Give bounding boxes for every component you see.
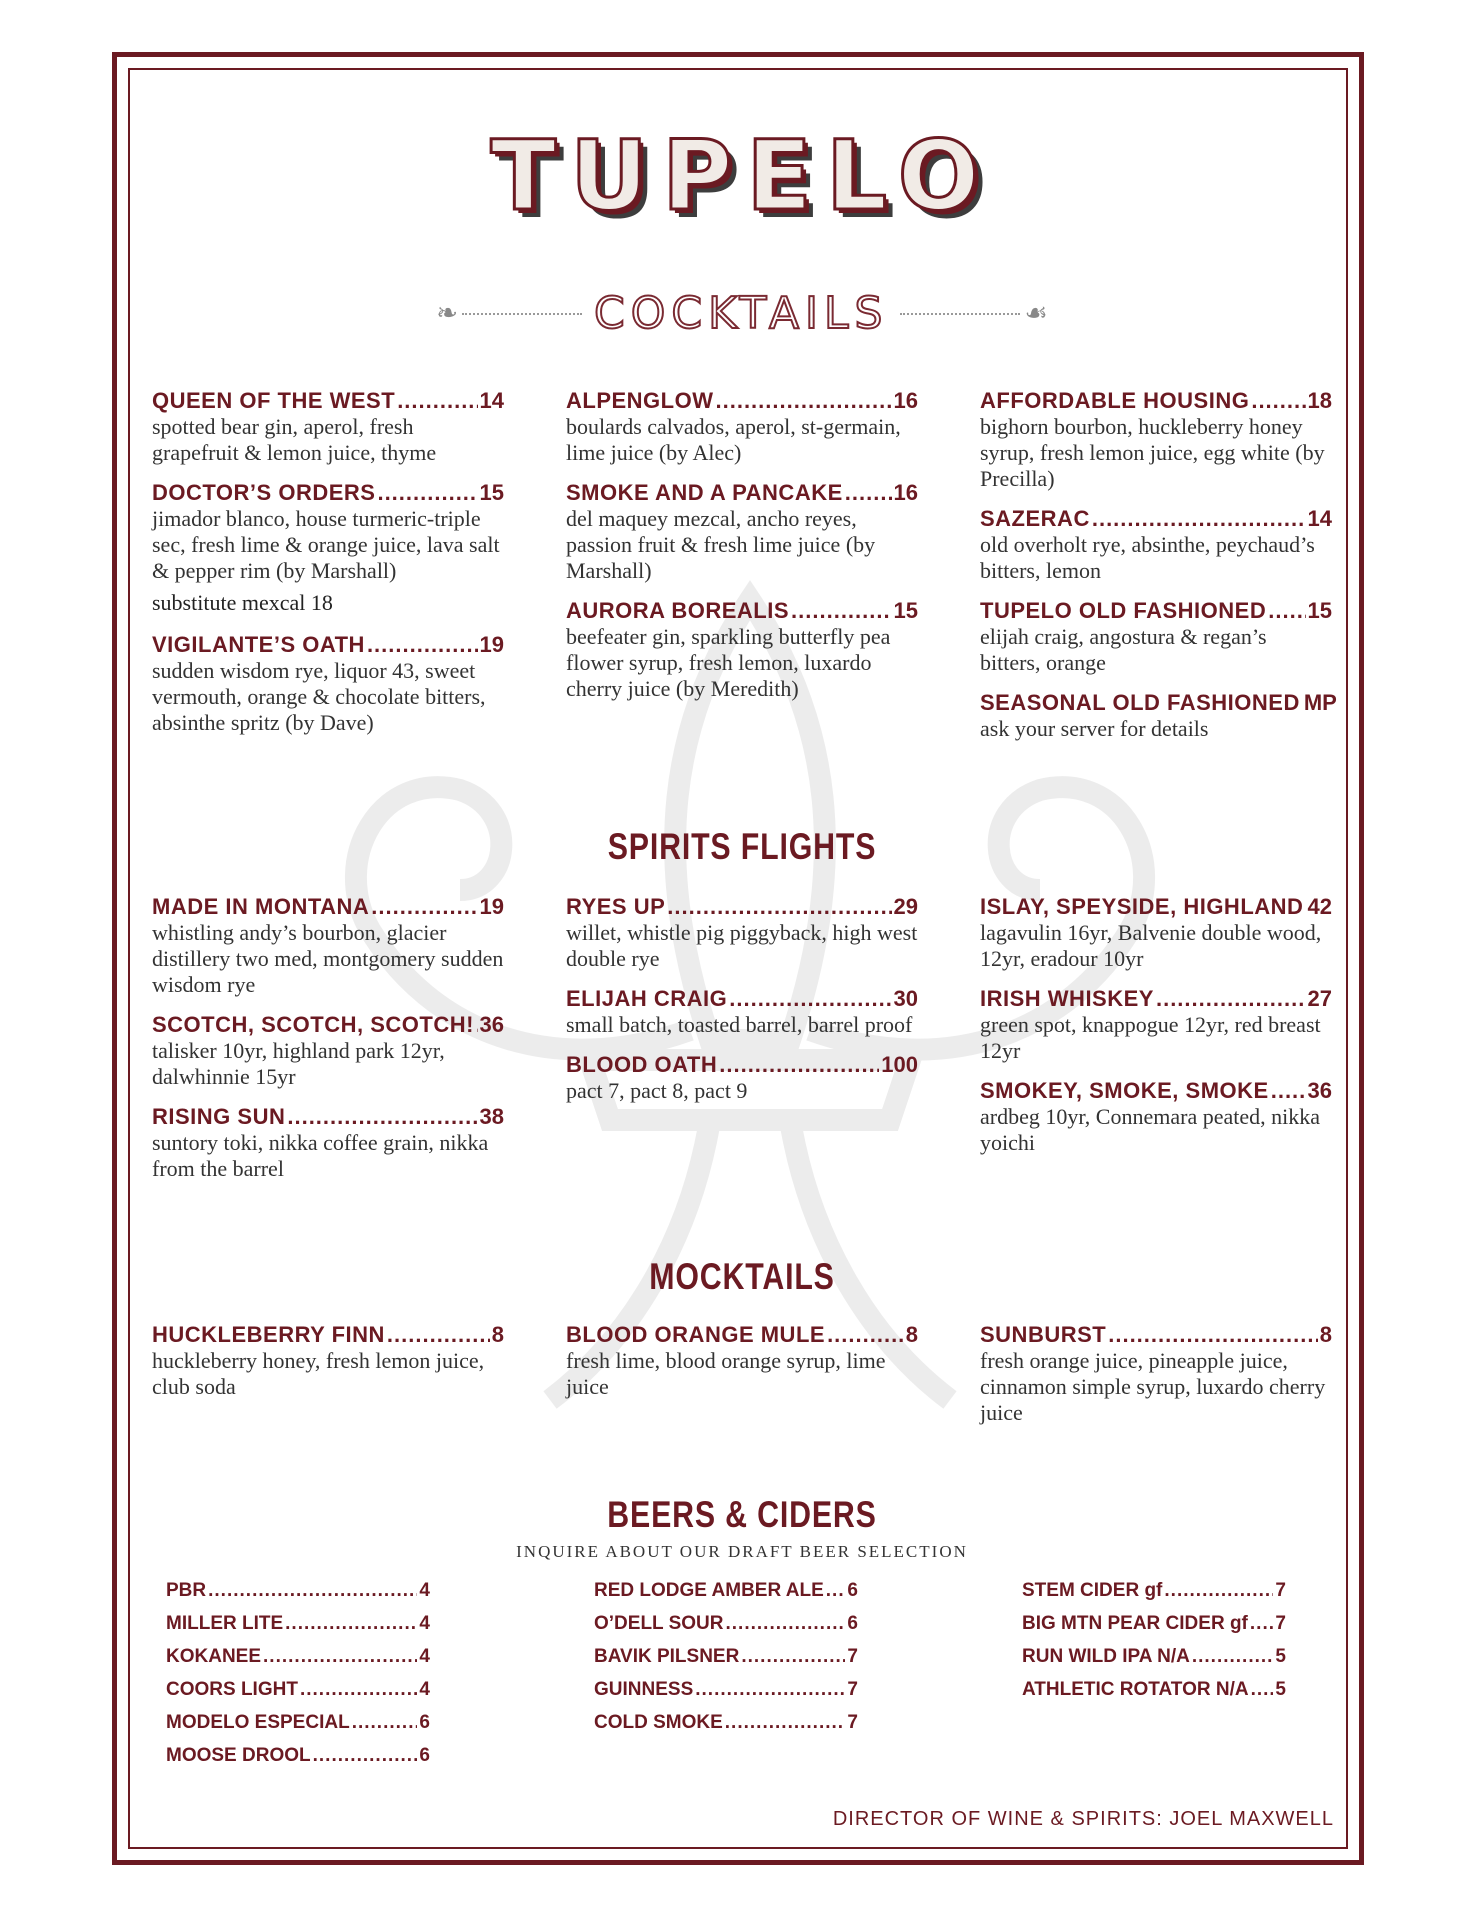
menu-item — [980, 1322, 1332, 1426]
item-description: pact 7, pact 8, pact 9 — [566, 1078, 748, 1103]
divider-right — [900, 313, 1020, 315]
item-name: AFFORDABLE HOUSING — [980, 388, 1250, 413]
item-price: 14 — [479, 388, 504, 413]
menu-item — [980, 388, 1332, 492]
beer-name: COORS LIGHT — [166, 1679, 298, 1700]
beer-name: MILLER LITE — [166, 1613, 284, 1634]
cocktails-col-1 — [152, 388, 504, 750]
item-price: 8 — [491, 1322, 504, 1347]
item-description: boulards calvados, aperol, st-germain, lime juice (by Alec) — [566, 414, 901, 465]
menu-item — [152, 894, 504, 998]
beer-row — [594, 1679, 858, 1712]
item-name: SCOTCH, SCOTCH, SCOTCH! — [152, 1012, 474, 1037]
item-name: ALPENGLOW — [566, 388, 714, 413]
item-price: 18 — [1307, 388, 1332, 413]
item-price: 19 — [479, 632, 504, 657]
beer-row — [1022, 1646, 1286, 1679]
beer-row — [1022, 1613, 1286, 1646]
beer-price: 7 — [1275, 1613, 1286, 1634]
cocktails-heading — [0, 288, 1484, 339]
item-description: ask your server for details — [980, 716, 1209, 741]
flights-col-1 — [152, 894, 504, 1196]
beer-row — [1022, 1580, 1286, 1613]
item-description: del maquey mezcal, ancho reyes, passion fruit & fresh lime juice (by Marshall) — [566, 506, 876, 583]
beer-name: MODELO ESPECIAL — [166, 1712, 350, 1733]
beer-price: 6 — [847, 1613, 858, 1634]
item-price: 8 — [1319, 1322, 1332, 1347]
cocktails-col-3 — [980, 388, 1337, 756]
cocktails-col-2 — [566, 388, 918, 716]
item-price: 27 — [1307, 986, 1332, 1011]
item-description: elijah craig, angostura & regan’s bitters, orange — [980, 624, 1267, 675]
item-description: green spot, knappogue 12yr, red breast 12yr — [980, 1012, 1321, 1063]
menu-item — [980, 598, 1332, 676]
item-name: SUNBURST — [980, 1322, 1107, 1347]
item-description: willet, whistle pig piggyback, high west double rye — [566, 920, 918, 971]
item-price: 42 — [1307, 894, 1332, 919]
menu-item — [566, 1052, 918, 1104]
beer-price: 4 — [419, 1580, 430, 1601]
item-name: DOCTOR’S ORDERS — [152, 480, 376, 505]
beer-price: 7 — [847, 1679, 858, 1700]
beer-row — [166, 1745, 430, 1778]
flights-col-3 — [980, 894, 1332, 1170]
menu-item — [980, 690, 1337, 742]
beers-col-1 — [166, 1580, 430, 1778]
beer-row — [594, 1646, 858, 1679]
item-price: 15 — [479, 480, 504, 505]
item-name: QUEEN OF THE WEST — [152, 388, 396, 413]
beer-name: COLD SMOKE — [594, 1712, 723, 1733]
menu-item — [980, 1078, 1332, 1156]
menu-item — [152, 632, 504, 736]
director-credit: DIRECTOR OF WINE & SPIRITS: JOEL MAXWELL — [832, 1808, 1334, 1830]
spirits-flights-title: SPIRITS FLIGHTS — [607, 826, 877, 867]
item-price: 15 — [1307, 598, 1332, 623]
item-name: SAZERAC — [980, 506, 1090, 531]
mocktails-col-3 — [980, 1322, 1332, 1440]
item-price: 29 — [893, 894, 918, 919]
beers-subtitle: INQUIRE ABOUT OUR DRAFT BEER SELECTION — [516, 1542, 968, 1561]
mocktails-col-2 — [566, 1322, 918, 1414]
ornament-right-icon: ☙ — [1024, 298, 1048, 328]
item-description: small batch, toasted barrel, barrel proof — [566, 1012, 913, 1037]
menu-item — [566, 894, 918, 972]
beers-col-2 — [594, 1580, 858, 1745]
item-description: spotted bear gin, aperol, fresh grapefruit & lemon juice, thyme — [152, 414, 437, 465]
beer-name: RED LODGE AMBER ALE — [594, 1580, 824, 1601]
item-price: 38 — [479, 1104, 504, 1129]
beer-row — [166, 1613, 430, 1646]
beer-price: 6 — [419, 1745, 430, 1766]
menu-item — [566, 388, 918, 466]
item-name: BLOOD ORANGE MULE — [566, 1322, 826, 1347]
item-description: fresh lime, blood orange syrup, lime juice — [566, 1348, 886, 1399]
item-description: beefeater gin, sparkling butterfly pea flower syrup, fresh lemon, luxardo cherry juice (by Meredith) — [566, 624, 891, 701]
beer-row — [166, 1646, 430, 1679]
item-description: whistling andy’s bourbon, glacier distillery two med, montgomery sudden wisdom rye — [152, 920, 504, 997]
beer-price: 4 — [419, 1646, 430, 1667]
item-description: fresh orange juice, pineapple juice, cinnamon simple syrup, luxardo cherry juice — [980, 1348, 1326, 1425]
divider-left — [462, 313, 582, 315]
item-price: 30 — [893, 986, 918, 1011]
beer-price: 4 — [419, 1613, 430, 1634]
item-price: 36 — [479, 1012, 504, 1037]
beer-row — [166, 1580, 430, 1613]
item-price: 16 — [893, 388, 918, 413]
item-description: sudden wisdom rye, liquor 43, sweet vermouth, orange & chocolate bitters, absinthe spritz (by Dave) — [152, 658, 486, 735]
menu-item — [566, 1322, 918, 1400]
menu-item — [566, 598, 918, 702]
item-name: RYES UP — [566, 894, 666, 919]
menu-item — [566, 986, 918, 1038]
item-description: old overholt rye, absinthe, peychaud’s bitters, lemon — [980, 532, 1315, 583]
item-note: substitute mexcal 18 — [152, 590, 333, 615]
beer-row — [594, 1580, 858, 1613]
ornament-left-icon: ❧ — [436, 298, 458, 328]
menu-item — [152, 1012, 504, 1090]
beer-row — [594, 1712, 858, 1745]
item-name: ISLAY, SPEYSIDE, HIGHLAND — [980, 894, 1304, 919]
item-description: talisker 10yr, highland park 12yr, dalwhinnie 15yr — [152, 1038, 445, 1089]
item-price: 14 — [1307, 506, 1332, 531]
beer-row — [166, 1712, 430, 1745]
beer-name: GUINNESS — [594, 1679, 694, 1700]
item-name: VIGILANTE’S OATH — [152, 632, 365, 657]
item-price: 15 — [893, 598, 918, 623]
beer-name: STEM CIDER gf — [1022, 1580, 1163, 1601]
beer-price: 6 — [847, 1580, 858, 1601]
beer-price: 4 — [419, 1679, 430, 1700]
menu-item — [980, 506, 1332, 584]
mocktails-col-1 — [152, 1322, 504, 1414]
beer-name: BIG MTN PEAR CIDER gf — [1022, 1613, 1248, 1634]
item-price: 16 — [893, 480, 918, 505]
beer-row — [1022, 1679, 1286, 1712]
item-description: suntory toki, nikka coffee grain, nikka from the barrel — [152, 1130, 489, 1181]
item-description: jimador blanco, house turmeric-triple sec, fresh lime & orange juice, lava salt & pepper rim (by Marshall) — [152, 506, 500, 583]
cocktails-title: COCKTAILS — [593, 288, 889, 339]
beer-price: 7 — [847, 1646, 858, 1667]
menu-item — [566, 480, 918, 584]
item-description: bighorn bourbon, huckleberry honey syrup, fresh lemon juice, egg white (by Precilla) — [980, 414, 1325, 491]
beer-name: MOOSE DROOL — [166, 1745, 311, 1766]
beer-price: 5 — [1275, 1679, 1286, 1700]
beer-price: 6 — [419, 1712, 430, 1733]
menu-item — [152, 1104, 504, 1182]
beer-name: BAVIK PILSNER — [594, 1646, 740, 1667]
item-price: MP — [1303, 690, 1337, 715]
menu-item — [980, 986, 1332, 1064]
item-description: huckleberry honey, fresh lemon juice, club soda — [152, 1348, 485, 1399]
beer-name: PBR — [166, 1580, 207, 1601]
tupelo-logo: TUPELO — [490, 120, 994, 232]
flights-col-2 — [566, 894, 918, 1118]
item-name: SMOKE AND A PANCAKE — [566, 480, 843, 505]
item-name: MADE IN MONTANA — [152, 894, 370, 919]
beers-ciders-title: BEERS & CIDERS — [607, 1494, 877, 1535]
beers-col-3 — [1022, 1580, 1286, 1712]
beer-name: ATHLETIC ROTATOR N/A — [1022, 1679, 1249, 1700]
item-description: lagavulin 16yr, Balvenie double wood, 12yr, eradour 10yr — [980, 920, 1322, 971]
menu-item — [152, 1322, 504, 1400]
item-name: SMOKEY, SMOKE, SMOKE — [980, 1078, 1269, 1103]
item-name: BLOOD OATH — [566, 1052, 718, 1077]
beer-name: KOKANEE — [166, 1646, 262, 1667]
item-name: TUPELO OLD FASHIONED — [980, 598, 1267, 623]
menu-item — [152, 388, 504, 466]
item-name: IRISH WHISKEY — [980, 986, 1154, 1011]
menu-item — [980, 894, 1332, 972]
item-description: ardbeg 10yr, Connemara peated, nikka yoichi — [980, 1104, 1320, 1155]
item-name: ELIJAH CRAIG — [566, 986, 728, 1011]
beer-price: 7 — [1275, 1580, 1286, 1601]
item-name: SEASONAL OLD FASHIONED — [980, 690, 1300, 715]
beer-price: 5 — [1275, 1646, 1286, 1667]
item-price: 19 — [479, 894, 504, 919]
item-price: 8 — [905, 1322, 918, 1347]
menu-item — [152, 480, 504, 616]
item-name: RISING SUN — [152, 1104, 286, 1129]
beer-name: O’DELL SOUR — [594, 1613, 724, 1634]
beer-price: 7 — [847, 1712, 858, 1733]
mocktails-title: MOCKTAILS — [649, 1256, 835, 1297]
item-name: AURORA BOREALIS — [566, 598, 790, 623]
item-price: 36 — [1307, 1078, 1332, 1103]
item-name: HUCKLEBERRY FINN — [152, 1322, 385, 1347]
item-price: 100 — [881, 1052, 918, 1077]
beer-name: RUN WILD IPA N/A — [1022, 1646, 1190, 1667]
beer-row — [166, 1679, 430, 1712]
beer-row — [594, 1613, 858, 1646]
